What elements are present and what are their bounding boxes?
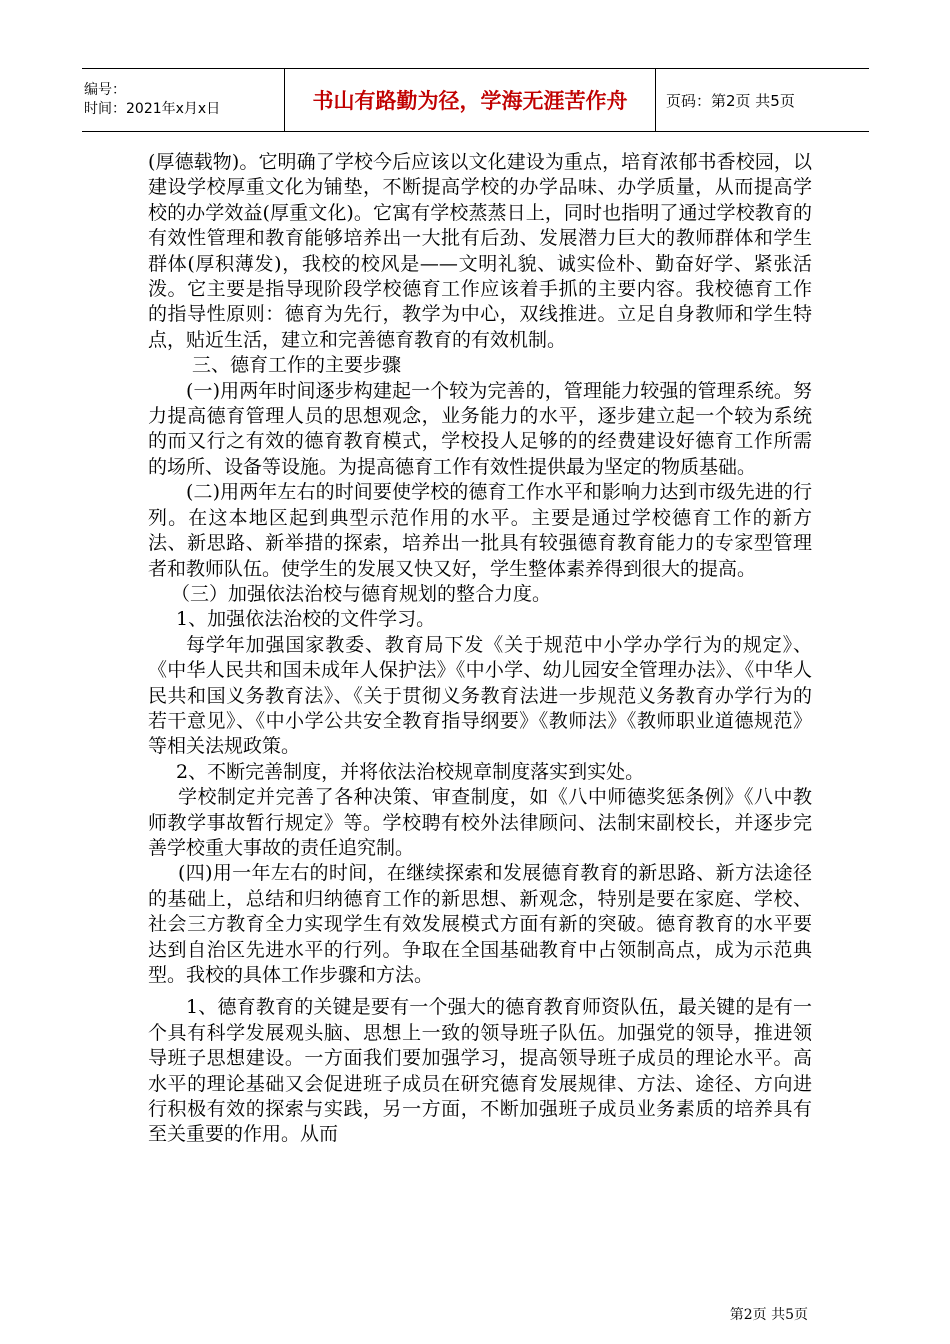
body-paragraph: (厚德载物)。它明确了学校今后应该以文化建设为重点，培育浓郁书香校园，以建设学校厚重文化为铺垫，不断提高学校的办学品味、办学质量，从而提高学校的办学效益(厚重文化)。它寓有学校蒸蒸日上，同时也指明了通过学校教育的有效性管理和教育能够培养出一大批有后劲、发展潜力巨大的教师群体和学生群体(厚积薄发)，我校的校风是——文明礼貌、诚实俭朴、勤奋好学、紧张活泼。它主要是指导现阶段学校德育工作应该着手抓的主要内容。我校德育工作的指导性原则：德育为先行，教学为中心，双线推进。立足自身教师和学生特点，贴近生活，建立和完善德育教育的有效机制。 [148,151,812,351]
document-number-label: 编号： [84,82,126,98]
item-heading: 1、加强依法治校的文件学习。 [176,608,436,631]
document-time-label: 时间：2021年x月x日 [84,101,221,117]
header-page-number: 页码：第2页 共5页 [666,91,795,110]
page-header [82,68,869,132]
document-body [148,150,812,1148]
page-footer: 第2页 共5页 [729,1307,808,1323]
body-paragraph: (一)用两年时间逐步构建起一个较为完善的，管理能力较强的管理系统。努力提高德育管理人员的思想观念，业务能力的水平，逐步建立起一个较为系统的而又行之有效的德育教育模式，学校投人足够的的经费建设好德育工作所需的场所、设备等设施。为提高德育工作有效性提供最为坚定的物质基础。 [148,379,812,478]
body-paragraph: 1、德育教育的关键是要有一个强大的德育教育师资队伍，最关键的是有一个具有科学发展观头脑、思想上一致的领导班子队伍。加强党的领导，推进领导班子思想建设。一方面我们要加强学习，提高领导班子成员的理论水平。高水平的理论基础又会促进班子成员在研究德育发展规律、方法、途径、方向进行积极有效的探索与实践，另一方面，不断加强班子成员业务素质的培养具有至关重要的作用。从而 [148,996,812,1146]
body-paragraph: (四)用一年左右的时间，在继续探索和发展德育教育的新思路、新方法途径的基础上，总结和归纳德育工作的新思想、新观念，特别是要在家庭、学校、社会三方教育全力实现学生有效发展模式方面有新的突破。德育教育的水平要达到自治区先进水平的行列。争取在全国基础教育中占领制高点，成为示范典型。我校的具体工作步骤和方法。 [148,862,812,986]
section-heading: 三、德育工作的主要步骤 [192,354,402,377]
sub-heading: （三）加强依法治校与德育规划的整合力度。 [171,582,552,605]
body-paragraph: 学校制定并完善了各种决策、审查制度，如《八中师德奖惩条例》《八中教师教学事故暂行规定》等。学校聘有校外法律顾问、法制宋副校长，并逐步完善学校重大事故的责任追究制。 [148,786,812,859]
header-meta [82,69,285,131]
body-paragraph: 每学年加强国家教委、教育局下发《关于规范中小学办学行为的规定》、《中华人民共和国未成年人保护法》《中小学、幼儿园安全管理办法》、《中华人民共和国义务教育法》、《关于贯彻义务教育法进一步规范义务教育办学行为的若干意见》、《中小学公共安全教育指导纲要》《教师法》《教师职业道德规范》等相关法规政策。 [148,633,812,758]
header-motto: 书山有路勤为径，学海无涯苦作舟 [285,69,656,131]
body-paragraph: (二)用两年左右的时间要使学校的德育工作水平和影响力达到市级先进的行列。在这本地区起到典型示范作用的水平。主要是通过学校德育工作的新方法、新思路、新举措的探索，培养出一批具有较强德育教育能力的专家型管理者和教师队伍。使学生的发展又快又好，学生整体素养得到很大的提高。 [148,481,812,580]
item-heading: 2、不断完善制度，并将依法治校规章制度落实到实处。 [176,760,645,783]
